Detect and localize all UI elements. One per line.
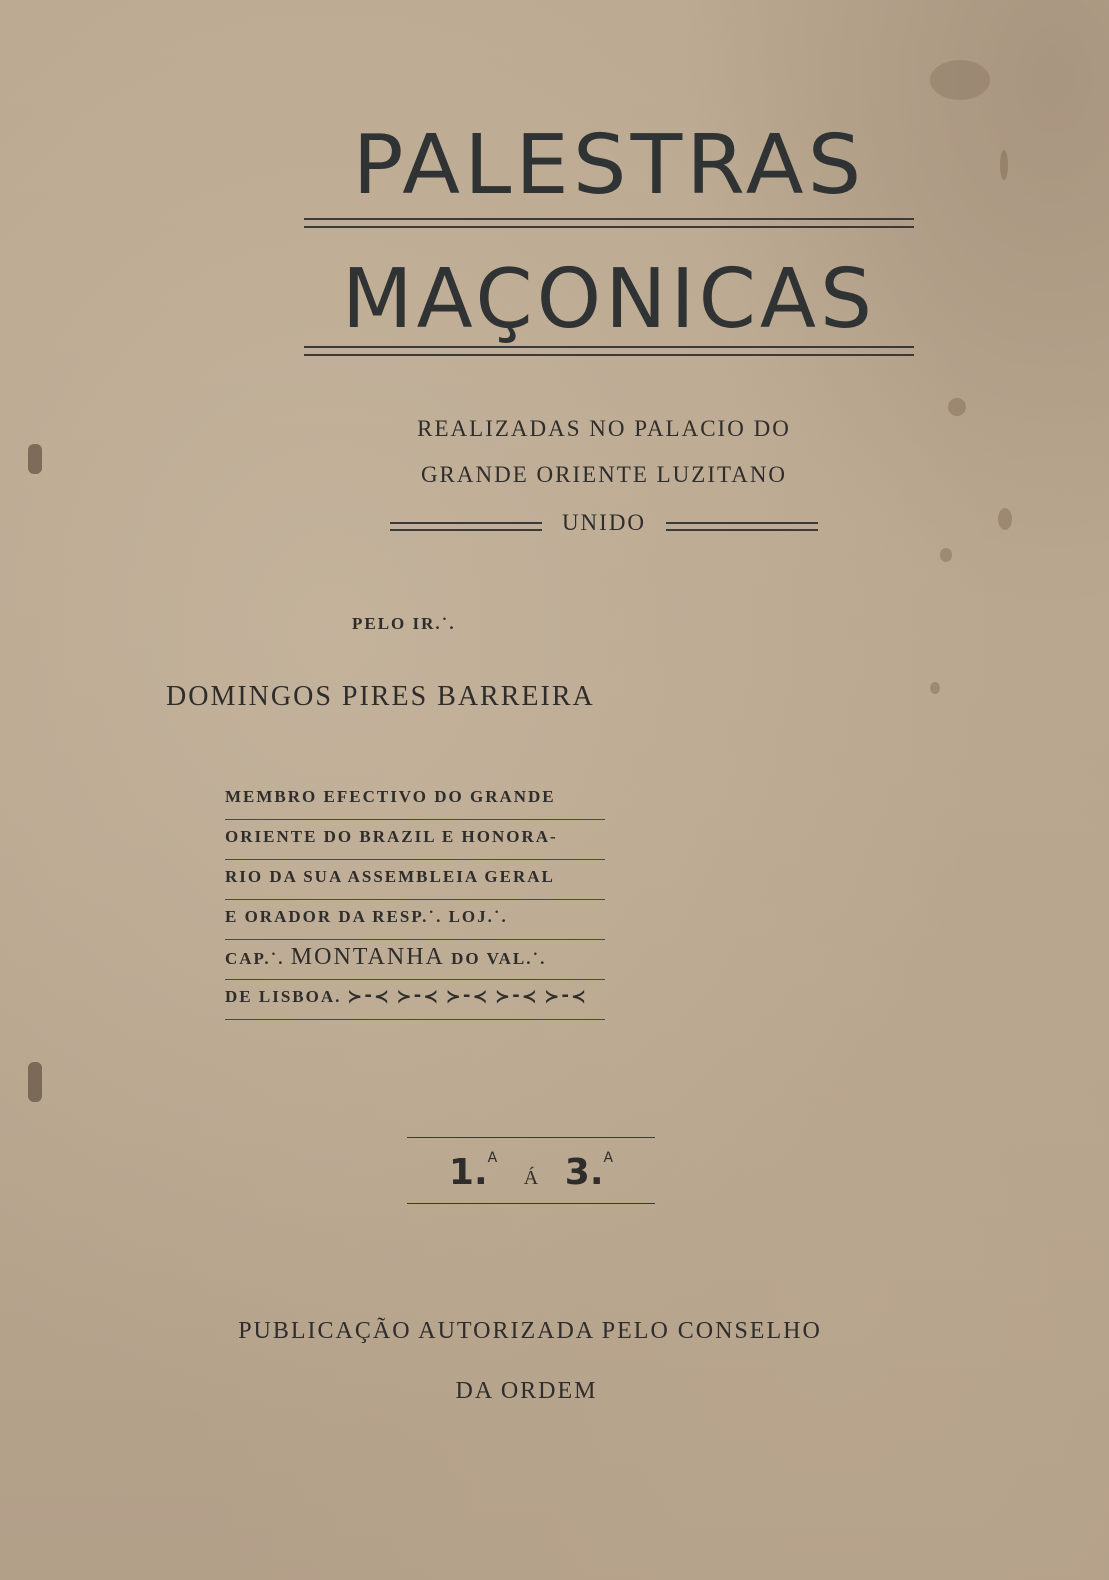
ornament-glyphs: ≻⁃≺ ≻⁃≺ ≻⁃≺ ≻⁃≺ ≻⁃≺: [347, 987, 588, 1006]
volume-rule: [407, 1203, 655, 1204]
volume-range: [407, 1150, 655, 1193]
binding-hole: [28, 444, 42, 474]
subtitle-word: UNIDO: [561, 510, 647, 535]
volume-to: 3.: [564, 1152, 604, 1193]
author-name: DOMINGOS PIRES BARREIRA: [166, 681, 595, 712]
ornamental-rule: [666, 522, 818, 531]
publication-line-1: PUBLICAÇÃO AUTORIZADA PELO CONSELHO: [238, 1318, 822, 1344]
paper-stain: [940, 548, 952, 562]
volume-to-sup: A: [603, 1150, 614, 1166]
title-line-2: MAÇONICAS: [341, 252, 877, 347]
volume-rule: [407, 1137, 655, 1138]
author-credentials: [225, 780, 605, 1020]
lodge-name: MONTANHA: [290, 944, 445, 970]
credential-line: [225, 940, 605, 980]
volume-sep: Á: [523, 1167, 539, 1189]
paper-stain: [998, 508, 1012, 530]
paper-stain: [948, 398, 966, 416]
credential-text: CAP.˙.: [225, 949, 285, 968]
paper-stain: [1000, 150, 1008, 180]
credential-line: MEMBRO EFECTIVO DO GRANDE: [225, 780, 605, 820]
title-rule: [304, 346, 914, 356]
credential-line: ORIENTE DO BRAZIL E HONORA-: [225, 820, 605, 860]
subtitle-line-1: REALIZADAS NO PALACIO DO: [417, 416, 791, 441]
binding-hole: [28, 1062, 42, 1102]
volume-from: 1.: [448, 1152, 488, 1193]
title-rule: [304, 218, 914, 228]
title-line-1: PALESTRAS: [352, 118, 866, 213]
credential-text: DE LISBOA.: [225, 987, 342, 1006]
subtitle-line-3: [390, 510, 818, 540]
credential-line: RIO DA SUA ASSEMBLEIA GERAL: [225, 860, 605, 900]
publication-line-2: DA ORDEM: [455, 1378, 598, 1404]
volume-from-sup: A: [487, 1150, 498, 1166]
credential-line: E ORADOR DA RESP.˙. LOJ.˙.: [225, 900, 605, 940]
subtitle-line-2: GRANDE ORIENTE LUZITANO: [420, 462, 788, 487]
credential-line: [225, 980, 605, 1020]
byline: PELO IR.˙.: [352, 614, 456, 633]
credential-text: DO VAL.˙.: [451, 949, 547, 968]
paper-stain: [930, 60, 990, 100]
paper-stain: [930, 682, 940, 694]
